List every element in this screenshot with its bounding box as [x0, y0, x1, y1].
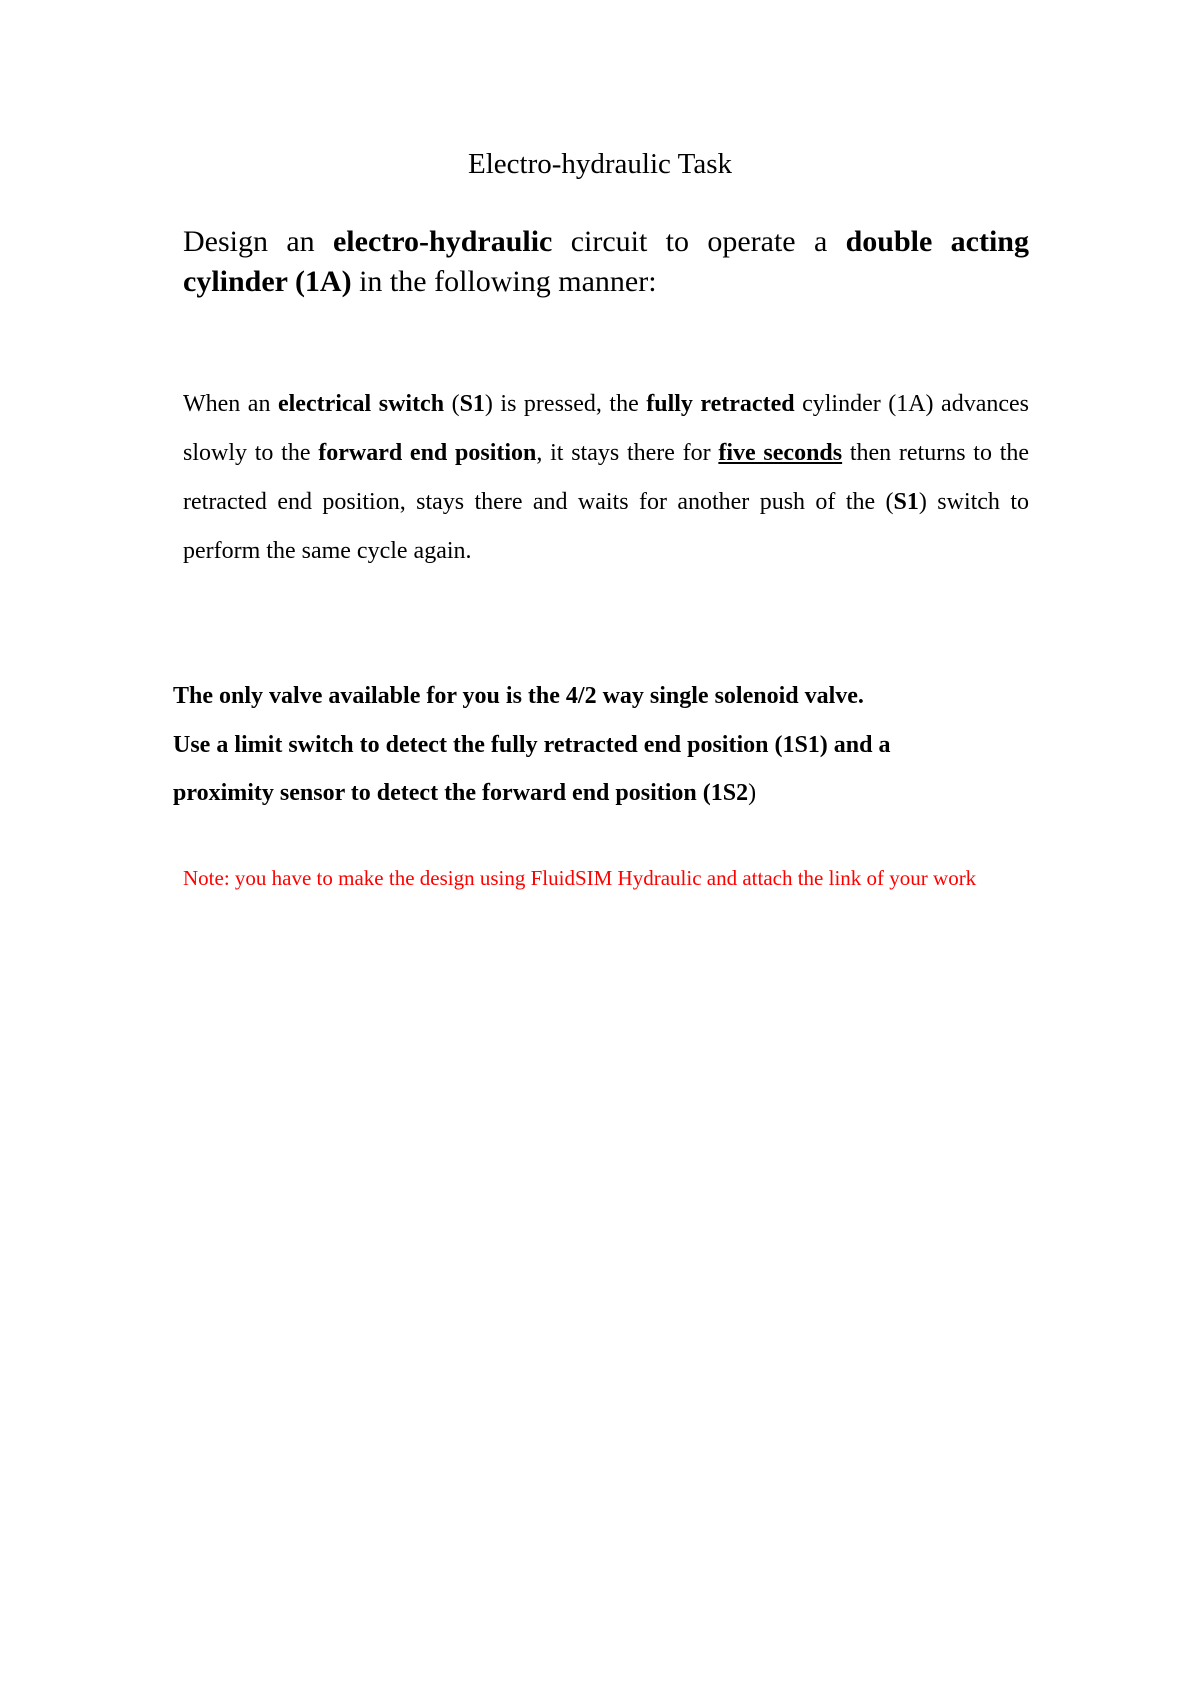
intro-text-1: Design an — [183, 225, 333, 258]
desc-text-2: ( — [444, 391, 460, 417]
desc-underlined-five-seconds: five seconds — [718, 440, 843, 466]
desc-text-3: ) is pressed, the — [484, 391, 647, 417]
task-intro-paragraph — [183, 222, 1029, 302]
req-line3-part-a: proximity sensor to detect the forward end position (1S2 — [173, 780, 749, 806]
desc-bold-s1: S1 — [459, 391, 485, 417]
task-description-paragraph — [183, 380, 1029, 576]
requirement-line-limit-switch — [173, 730, 891, 760]
desc-bold-forward-end-position: forward end position — [318, 440, 537, 466]
document-title: Electro-hydraulic Task — [468, 148, 732, 180]
desc-text-6: then returns to the retracted end position, stays there and waits for another push of the ( — [183, 440, 1030, 515]
intro-bold-double-acting-cylinder: double acting cylinder (1A) — [183, 225, 1029, 298]
requirement-line-valve: The only valve available for you is the 4/2 way single solenoid valve. — [173, 683, 864, 709]
desc-bold-fully-retracted: fully retracted — [646, 391, 795, 417]
req-line2-part-b: limit switch to detect the fully retracted end position (1S1) and a — [234, 732, 891, 758]
requirement-line-proximity-sensor — [173, 778, 756, 808]
desc-text-7: ) switch to perform the same cycle again. — [183, 489, 1029, 564]
req-line2-part-a: Use a — [173, 732, 235, 758]
req-line3-part-b: ) — [748, 780, 757, 806]
intro-text-2: circuit to operate a — [552, 225, 846, 258]
desc-text-1: When an — [183, 391, 278, 417]
desc-text-4: cylinder (1A) advances slowly to the — [183, 391, 1029, 466]
note-text: Note: you have to make the design using FluidSIM Hydraulic and attach the link of your work — [183, 866, 977, 890]
desc-bold-s1-second: S1 — [893, 489, 919, 515]
desc-bold-electrical-switch: electrical switch — [277, 391, 445, 417]
intro-bold-electro-hydraulic: electro-hydraulic — [332, 225, 553, 258]
intro-text-3: in the following manner: — [351, 265, 657, 298]
desc-text-5: , it stays there for — [536, 440, 719, 466]
requirements-block — [173, 672, 1033, 832]
